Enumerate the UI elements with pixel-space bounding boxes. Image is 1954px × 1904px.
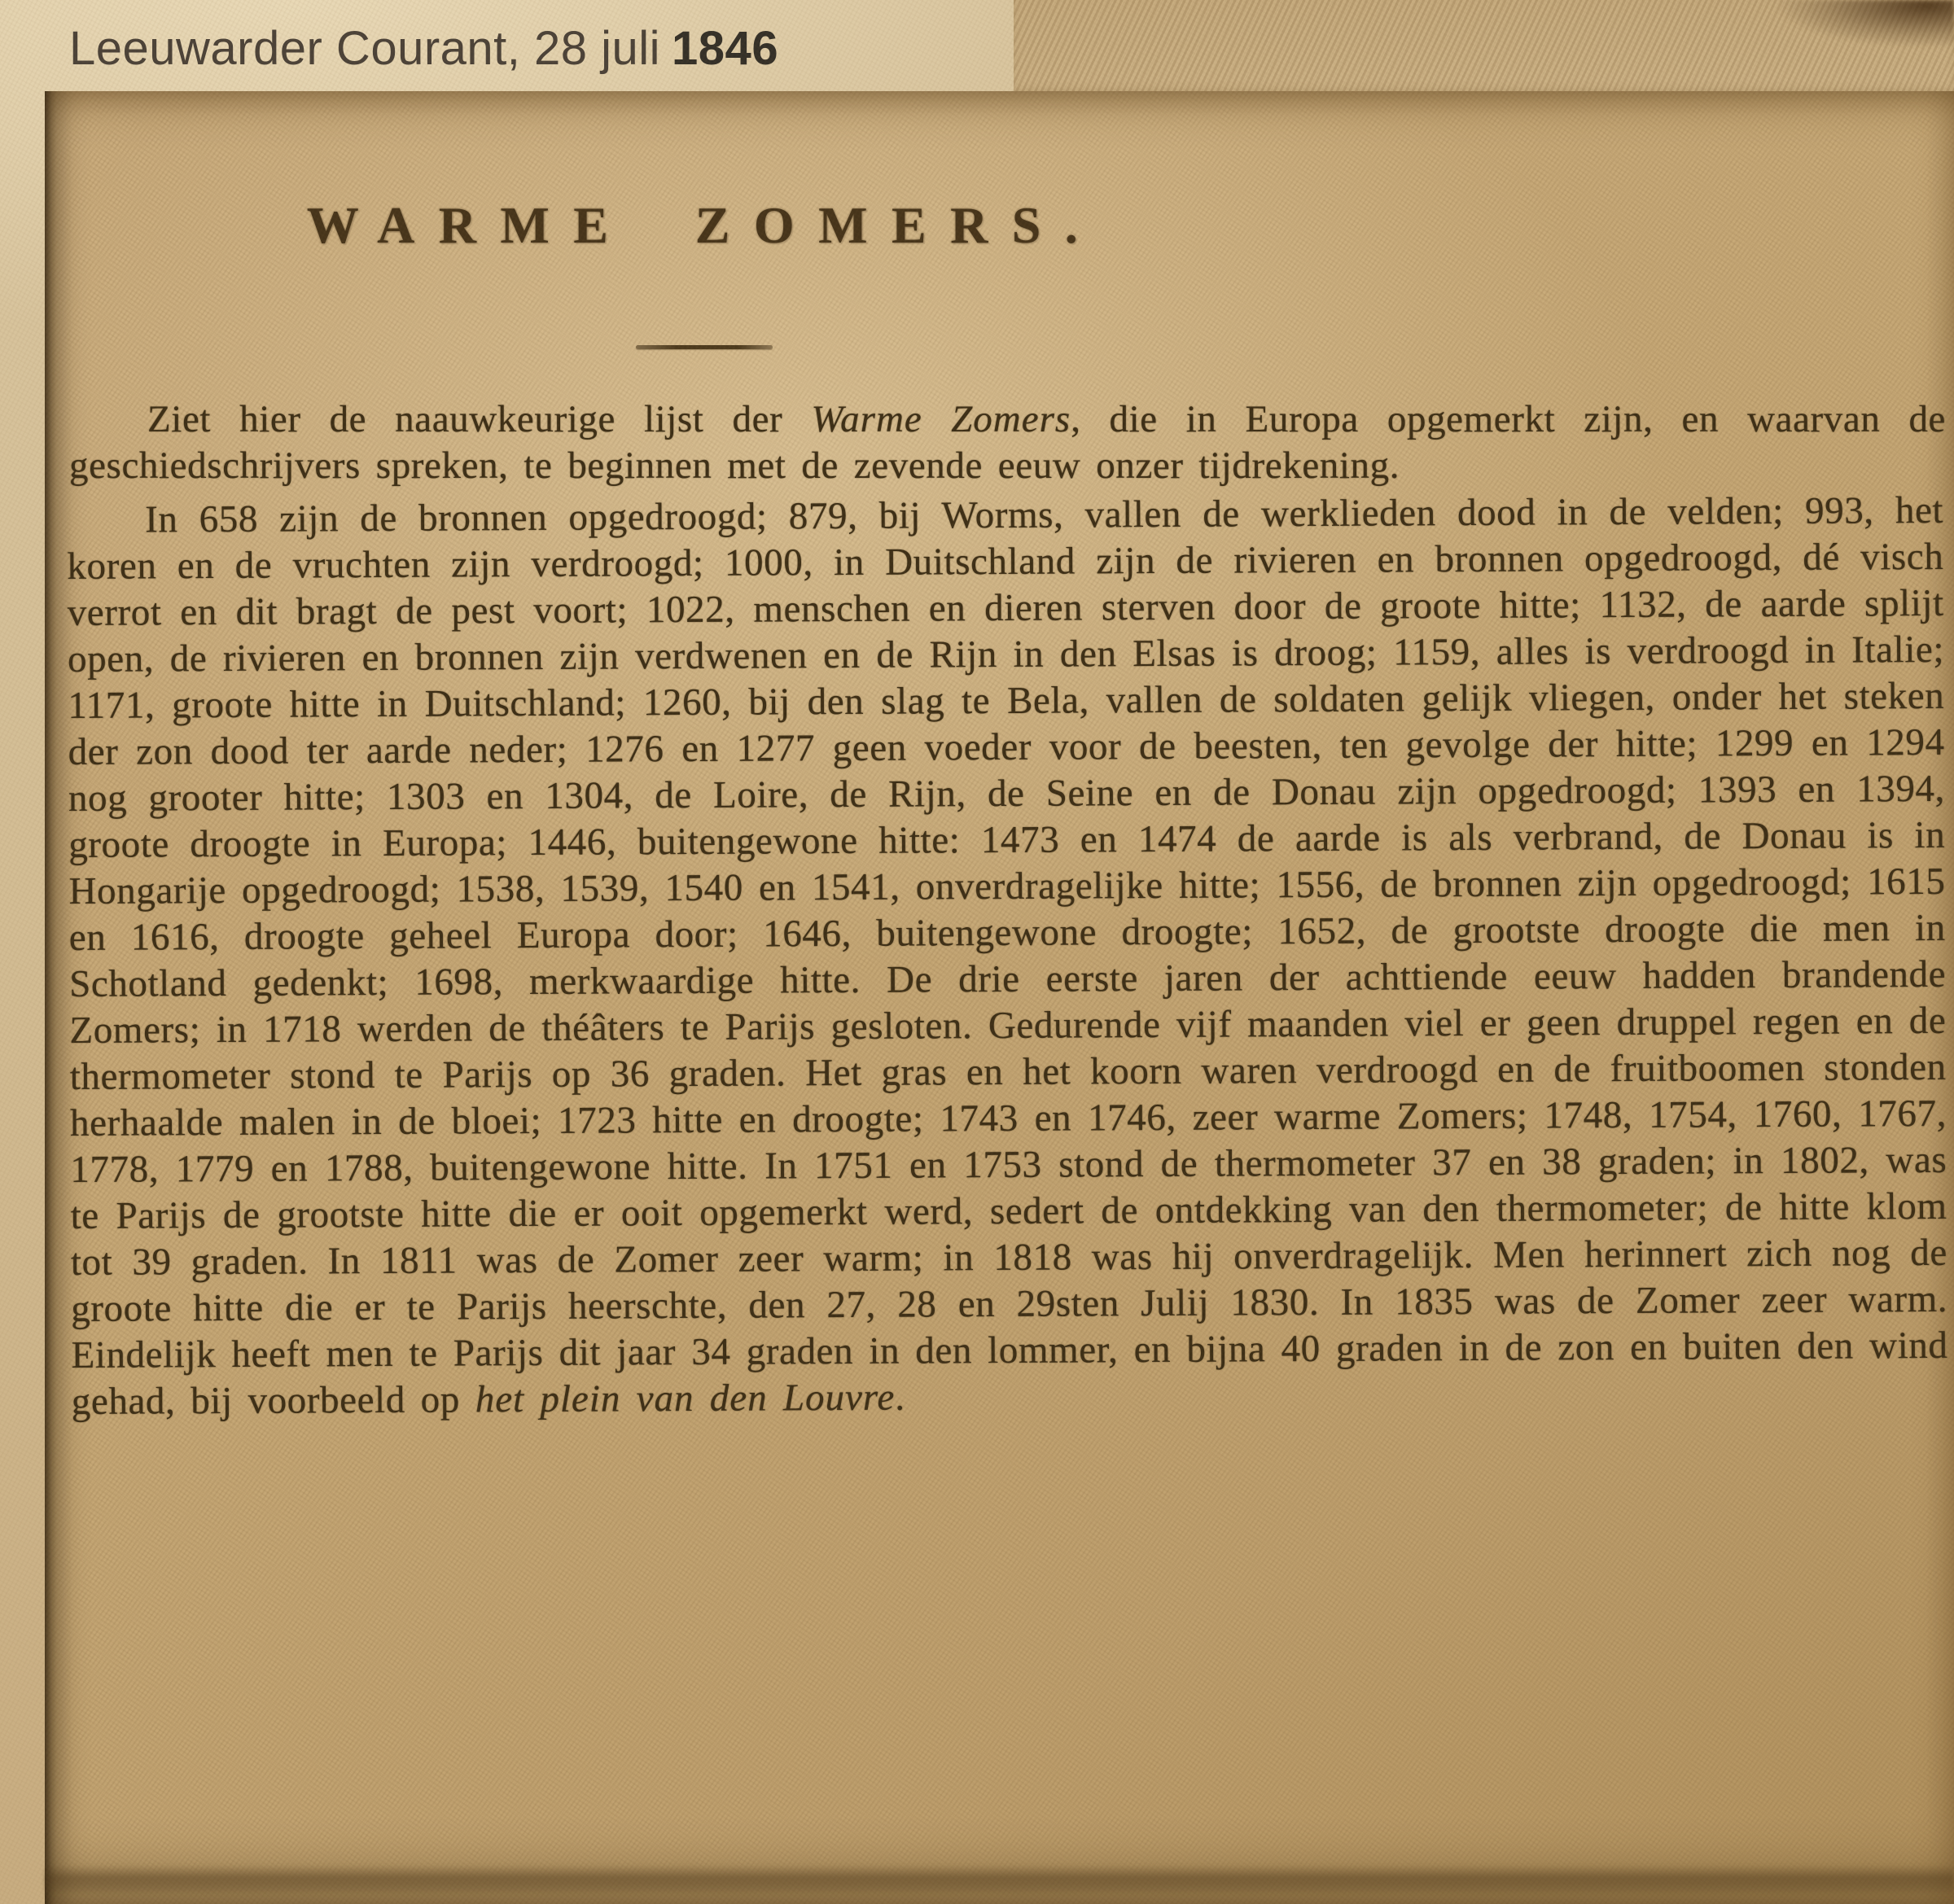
intro-text-after: , die in Europa opgemerkt zijn, en waarvan de geschiedschrijvers spreken, te beginnen met de zevende eeuw onzer tijdrekening. [69, 398, 1947, 487]
body-text-close: . [895, 1376, 905, 1419]
newspaper-clipping [45, 91, 1954, 1904]
body-text-italic: het plein van den Louvre [475, 1376, 896, 1421]
article-title-block [45, 195, 1364, 349]
body-paragraph [67, 488, 1948, 1425]
clipping-bottom-shadow [45, 1865, 1954, 1894]
corner-ink-smudge [1779, 0, 1954, 47]
publication-title: Leeuwarder Courant, 28 juli [69, 22, 661, 75]
publication-year: 1846 [672, 22, 779, 75]
article-title: WARME ZOMERS. [306, 196, 1102, 254]
archive-caption [69, 21, 778, 76]
intro-text-italic: Warme Zomers [811, 398, 1071, 440]
intro-paragraph [69, 396, 1946, 489]
article-copy [45, 396, 1954, 1425]
body-text-main: In 658 zijn de bronnen opgedroogd; 879, bij Worms, vallen de werklieden dood in de velden; 993, het koren en de vruchten zijn verdroogd; 1000, in Duitschland zijn de rivieren en bronnen opgedroogd, dé visch verrot en dit bragt de pest voort; 1022, menschen en dieren sterven door de groote hitte; 1132, de aarde splijt open, de rivieren en bronnen zijn verdwenen en de Rijn in den Elsas is droog; 1159, alles is verdroogd in Italie; 1171, groote hitte in Duitschland; 1260, bij den slag te Bela, vallen de soldaten gelijk vliegen, onder het steken der zon dood ter aarde neder; 1276 en 1277 geen voeder voor de beesten, ten gevolge der hitte; 1299 en 1294 nog grooter hitte; 1303 en 1304, de Loire, de Rijn, de Seine en de Donau zijn opgedroogd; 1393 en 1394, groote droogte in Europa; 1446, buitengewone hitte: 1473 en 1474 de aarde is als verbrand, de Donau is in Hongarije opgedroogd; 1538, 1539, 1540 en 1541, onverdragelijke hitte; 1556, de bronnen zijn opgedroogd; 1615 en 1616, droogte geheel Europa door; 1646, buitengewone droogte; 1652, de grootste droogte die men in Schotland gedenkt; 1698, merkwaardige hitte. De drie eerste jaren der achttiende eeuw hadden brandende Zomers; in 1718 werden de théâters te Parijs gesloten. Gedurende vijf maanden viel er geen druppel regen en de thermometer stond te Parijs op 36 graden. Het gras en het koorn waren verdroogd en de fruitboomen stonden herhaalde malen in de bloei; 1723 hitte en droogte; 1743 en 1746, zeer warme Zomers; 1748, 1754, 1760, 1767, 1778, 1779 en 1788, buitengewone hitte. In 1751 en 1753 stond de thermometer 37 en 38 graden; in 1802, was te Parijs de grootste hitte die er ooit opgemerkt werd, sedert de ontdekking van den thermometer; de hitte klom tot 39 graden. In 1811 was de Zomer zeer warm; in 1818 was hij onverdragelijk. Men herinnert zich nog de groote hitte die er te Parijs heerschte, den 27, 28 en 29sten Julij 1830. In 1835 was de Zomer zeer warm. Eindelijk heeft men te Parijs dit jaar 34 graden in den lommer, en bijna 40 graden in de zon en buiten den wind gehad, bij voorbeeld op [67, 488, 1948, 1423]
title-divider-rule [636, 345, 773, 349]
intro-text-before: Ziet hier de naauwkeurige lijst der [147, 398, 812, 440]
